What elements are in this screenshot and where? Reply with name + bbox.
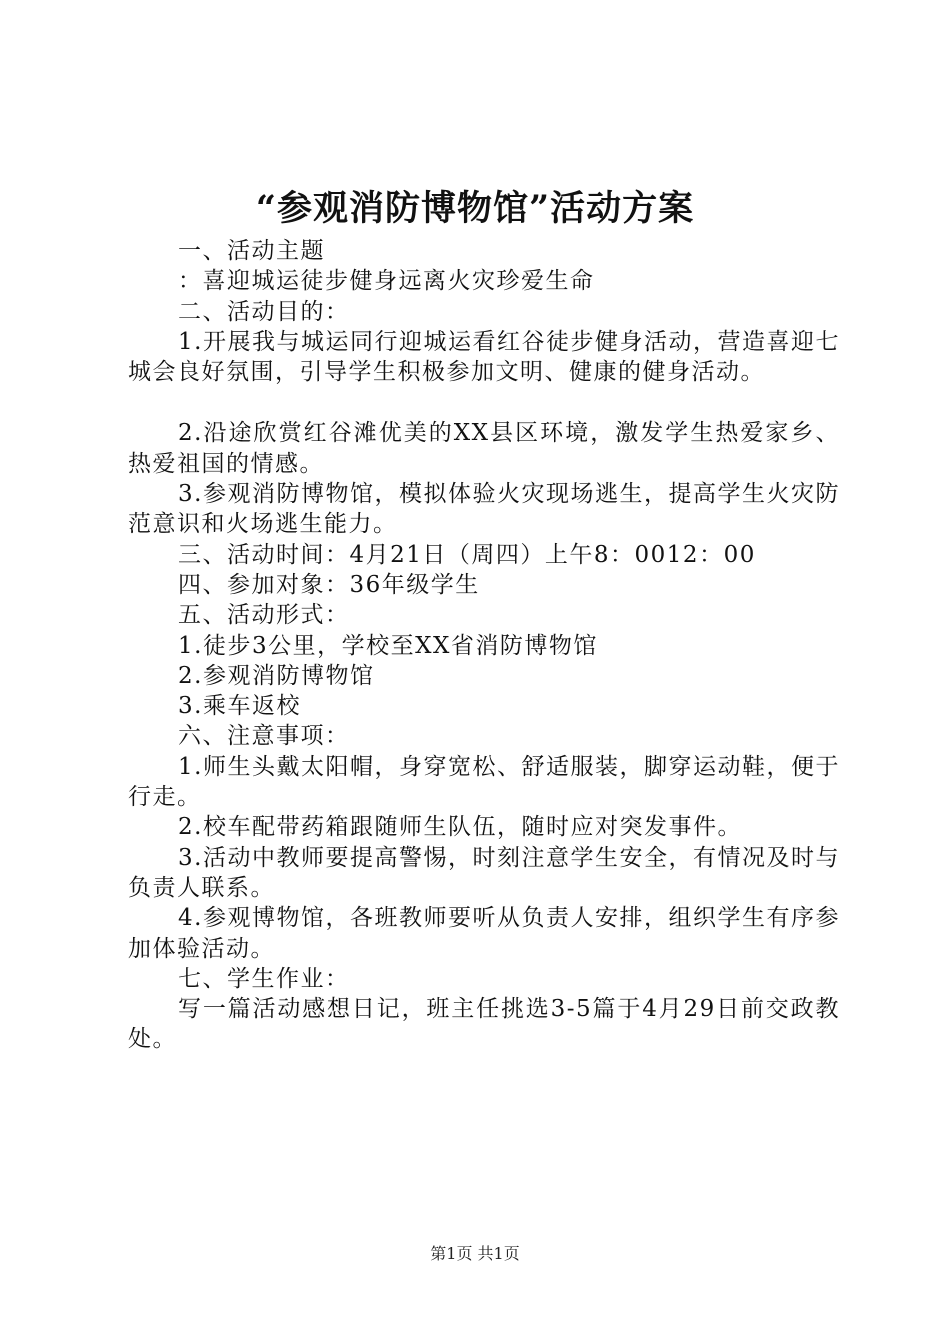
notes-item-3: 3.活动中教师要提高警惕，时刻注意学生安全，有情况及时与负责人联系。 [128,844,840,901]
format-item-3: 3.乘车返校 [178,693,301,720]
format-item-2: 2.参观消防博物馆 [178,662,375,689]
purpose-item-1: 1.开展我与城运同行迎城运看红谷徒步健身活动，营造喜迎七城会良好氛围，引导学生积极参加文明、健康的健身活动。 [128,328,840,386]
homework-text: 写一篇活动感想日记，班主任挑选3-5篇于4月29日前交政教处。 [128,996,840,1053]
document-title: “参观消防博物馆”活动方案 [255,188,695,229]
section-heading-participants: 四、参加对象：36年级学生 [178,571,480,598]
purpose-item-3: 3.参观消防博物馆，模拟体验火灾现场逃生，提高学生火灾防范意识和火场逃生能力。 [128,481,840,538]
notes-item-2: 2.校车配带药箱跟随师生队伍，随时应对突发事件。 [178,814,742,841]
section-heading-format: 五、活动形式： [178,602,350,629]
section-heading-time: 三、活动时间：4月21日（周四）上午8：0012：00 [178,541,756,568]
section-heading-purpose: 二、活动目的： [178,298,350,325]
section-heading-notes: 六、注意事项： [178,723,350,750]
document-body [128,236,840,1055]
notes-item-1: 1.师生头戴太阳帽，身穿宽松、舒适服装，脚穿运动鞋，便于行走。 [128,753,840,811]
notes-item-4: 4.参观博物馆，各班教师要听从负责人安排，组织学生有序参加体验活动。 [128,905,840,962]
theme-text: ：喜迎城运徒步健身远离火灾珍爱生命 [178,268,595,295]
format-item-1: 1.徒步3公里，学校至XX省消防博物馆 [178,632,598,659]
page-footer: 第1页 共1页 [430,1244,520,1263]
section-heading-theme: 一、活动主题 [178,238,325,264]
purpose-item-2: 2.沿途欣赏红谷滩优美的XX县区环境，激发学生热爱家乡、热爱祖国的情感。 [128,420,840,477]
section-heading-homework: 七、学生作业： [178,965,350,992]
